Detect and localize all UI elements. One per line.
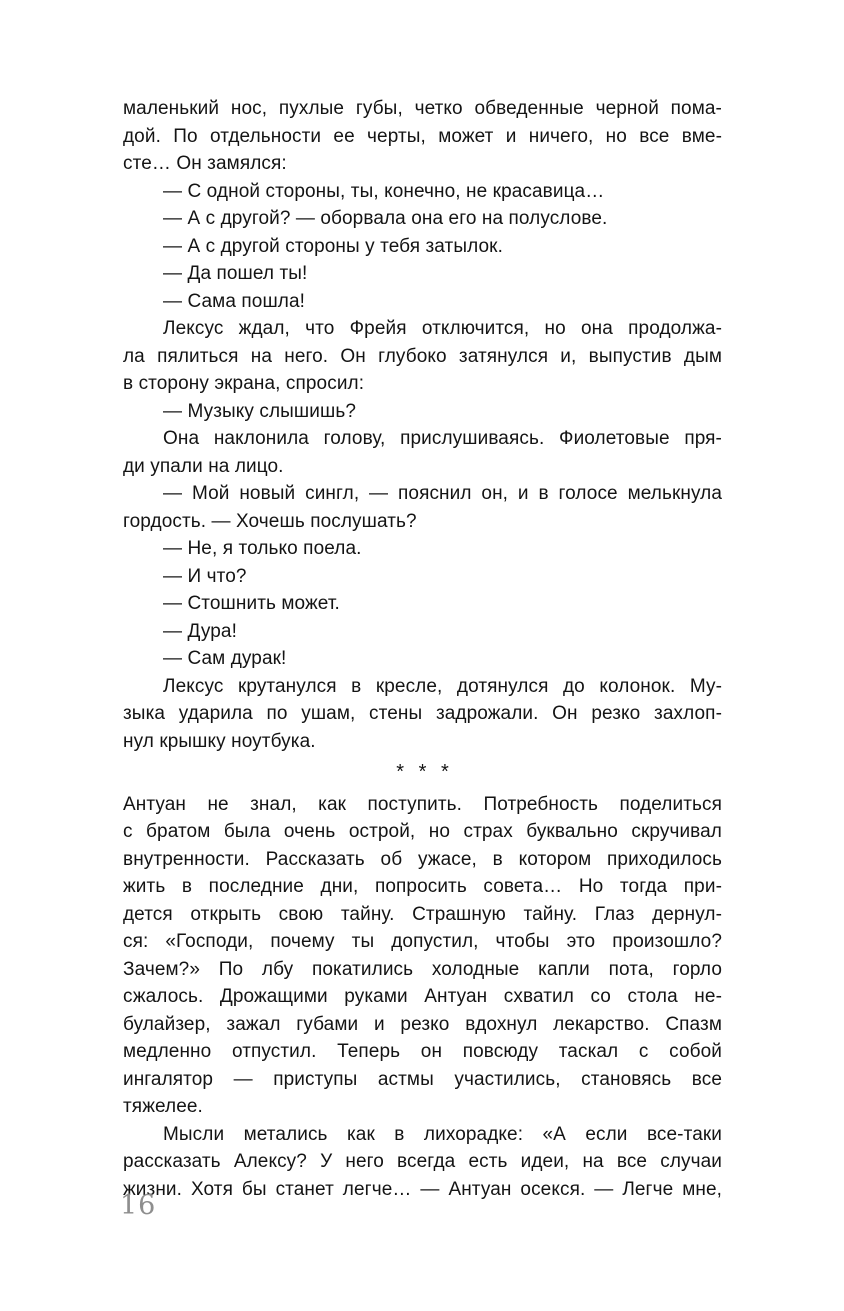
text-line: зыка ударила по ушам, стены задрожали. Он резко захлоп- [123, 703, 722, 724]
page-text-column [123, 95, 722, 1203]
text-line: сте… Он замялся: [123, 153, 287, 174]
text-line: в сторону экрана, спросил: [123, 373, 365, 394]
text-line: тяжелее. [123, 1096, 203, 1117]
text-line: внутренности. Рассказать об ужасе, в котором приходилось [123, 848, 722, 870]
text-line: ди упали на лицо. [123, 455, 284, 477]
text-line: медленно отпустил. Теперь он повсюду таскал с собой [123, 1041, 722, 1062]
dialogue-line: — Дура! [163, 620, 237, 642]
dialogue-line: гордость. — Хочешь послушать? [123, 510, 417, 532]
dialogue-line: — А с другой стороны у тебя затылок. [163, 235, 503, 257]
dialogue-line: — Сам дурак! [163, 648, 287, 669]
dialogue-line: — А с другой? — оборвала она его на полуслове. [163, 208, 608, 229]
text-line: жизни. Хотя бы станет легче… — Антуан осекся. — Легче мне, [123, 1178, 722, 1200]
dialogue-line: — Стошнить может. [163, 593, 340, 614]
dialogue-line: — С одной стороны, ты, конечно, не красавица… [163, 180, 605, 202]
text-line: нул крышку ноутбука. [123, 730, 316, 752]
text-line: Лексус ждал, что Фрейя отключится, но она продолжа- [163, 318, 722, 339]
text-line: ла пялиться на него. Он глубоко затянулся и, выпустив дым [123, 345, 722, 367]
text-line: маленький нос, пухлые губы, четко обведенные черной пома- [123, 98, 722, 119]
page-number: 16 [120, 1190, 157, 1221]
section-separator: * * * [396, 761, 449, 783]
text-line: жить в последние дни, попросить совета… Но тогда при- [123, 876, 722, 897]
text-line: с братом была очень острой, но страх буквально скручивал [123, 821, 722, 842]
dialogue-line: — Не, я только поела. [163, 538, 362, 559]
text-line: Мысли метались как в лихорадке: «А если все-таки [163, 1123, 722, 1145]
text-line: Она наклонила голову, прислушиваясь. Фиолетовые пря- [163, 428, 722, 449]
dialogue-line: — Музыку слышишь? [163, 400, 356, 422]
text-line: рассказать Алексу? У него всегда есть идеи, на все случаи [123, 1151, 722, 1172]
text-line: сжалось. Дрожащими руками Антуан схватил со стола не- [123, 986, 722, 1007]
text-line: ингалятор — приступы астмы участились, становясь все [123, 1068, 722, 1090]
text-line: ся: «Господи, почему ты допустил, чтобы это произошло? [123, 931, 722, 952]
text-line: Зачем?» По лбу покатились холодные капли пота, горло [123, 958, 722, 980]
dialogue-line: — Да пошел ты! [163, 263, 308, 284]
dialogue-line: — И что? [163, 565, 247, 587]
text-line: булайзер, зажал губами и резко вдохнул лекарство. Спазм [123, 1013, 722, 1035]
dialogue-line: — Мой новый сингл, — пояснил он, и в голосе мелькнула [163, 483, 722, 504]
text-line: Лексус крутанулся в кресле, дотянулся до колонок. Му- [163, 675, 722, 697]
text-line: дется открыть свою тайну. Страшную тайну. Глаз дернул- [123, 903, 722, 925]
text-line: Антуан не знал, как поступить. Потребность поделиться [123, 793, 722, 815]
dialogue-line: — Сама пошла! [163, 290, 306, 312]
text-line: дой. По отдельности ее черты, может и ничего, но все вме- [123, 125, 722, 147]
